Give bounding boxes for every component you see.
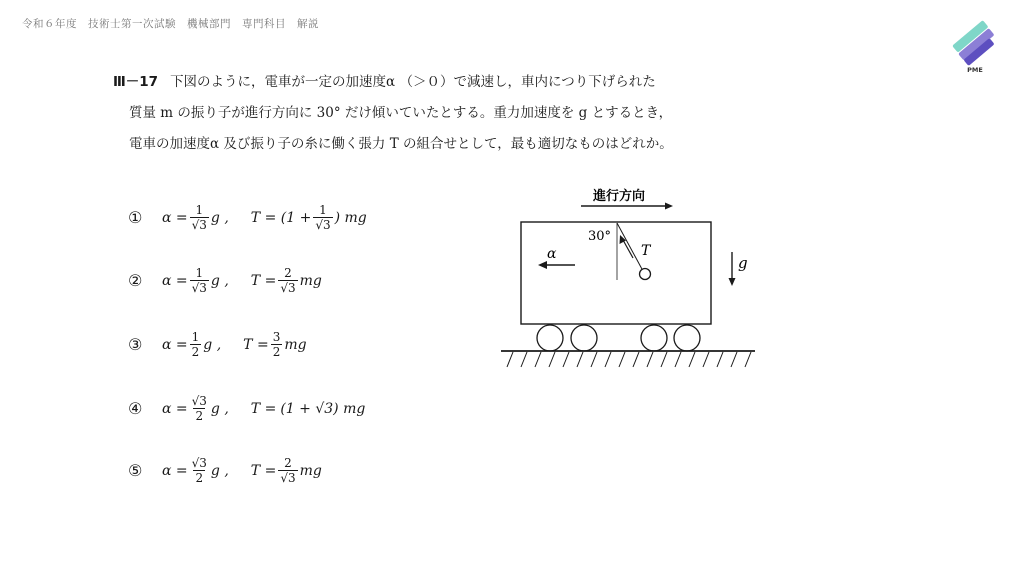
train-pendulum-diagram: [495, 180, 765, 380]
tension-prefix: T =: [250, 400, 277, 417]
g-symbol: g ,: [210, 400, 229, 417]
problem-text-1: 下図のように，電車が一定の加速度α （＞０）で減速し，車内につり下げられた: [170, 74, 656, 90]
logo-text: PME: [967, 66, 983, 74]
g-symbol: g ,: [203, 336, 222, 353]
tension-suffix: mg: [299, 272, 322, 289]
car-body: [521, 222, 711, 324]
tension-suffix: (1 + √3) mg: [280, 400, 366, 417]
alpha-arrowhead: [538, 261, 547, 269]
tension-label: T: [641, 243, 651, 259]
tension-suffix: mg: [284, 336, 307, 353]
option-number: ③: [128, 335, 143, 354]
alpha-label: α =: [162, 209, 188, 226]
direction-arrowhead: [665, 203, 673, 210]
option-number: ⑤: [128, 461, 143, 480]
tension-prefix: T =: [243, 336, 269, 353]
option-number: ④: [128, 399, 143, 418]
tension-prefix: T = (1 +: [250, 209, 312, 226]
pendulum-bob: [640, 269, 651, 280]
question-number: Ⅲ－17: [113, 74, 159, 90]
tension-suffix: ) mg: [334, 209, 367, 226]
alpha-fraction: $\frac{1}{√3}$: [191, 266, 207, 295]
pendulum-string: [617, 223, 643, 271]
problem-line-3: 電車の加速度α 及び振り子の糸に働く張力 T の組合せとして，最も適切なものはどれか。: [129, 136, 673, 152]
tension-fraction: $\frac{2}{√3}$: [280, 456, 296, 485]
alpha-label: α =: [162, 462, 188, 479]
wheel: [571, 325, 597, 351]
alpha-fraction: $\frac{1}{√3}$: [191, 203, 207, 232]
problem-line-2: 質量 m の振り子が進行方向に 30° だけ傾いていたとする。重力加速度を g とするとき，: [129, 105, 673, 121]
problem-statement: [113, 67, 773, 160]
direction-label: 進行方向: [593, 189, 646, 204]
problem-line-1: [113, 67, 773, 98]
tension-fraction: $\frac{1}{√3}$: [315, 203, 331, 232]
tension-suffix: mg: [299, 462, 322, 479]
tension-prefix: T =: [250, 272, 277, 289]
g-symbol: g ,: [210, 209, 229, 226]
gravity-label: g: [738, 254, 748, 272]
option-4[interactable]: [128, 394, 365, 423]
alpha-fraction: $\frac{1}{2}$: [191, 330, 200, 359]
angle-label: 30°: [588, 229, 612, 244]
alpha-fraction: $\frac{√3}{2}$: [191, 394, 207, 423]
alpha-label: α =: [162, 272, 188, 289]
gravity-arrowhead: [729, 278, 736, 286]
option-1[interactable]: [128, 203, 367, 232]
alpha-label: α =: [162, 336, 188, 353]
alpha-fraction: $\frac{√3}{2}$: [191, 456, 207, 485]
wheel: [641, 325, 667, 351]
option-3[interactable]: [128, 330, 307, 359]
option-5[interactable]: [128, 456, 322, 485]
g-symbol: g ,: [210, 272, 229, 289]
tension-fraction: $\frac{3}{2}$: [272, 330, 281, 359]
pme-logo: [948, 10, 1002, 80]
option-number: ①: [128, 208, 143, 227]
page-header: 令和６年度 技術士第一次試験 機械部門 専門科目 解説: [22, 18, 319, 30]
wheel: [537, 325, 563, 351]
g-symbol: g ,: [210, 462, 229, 479]
ground-hatching: [507, 352, 751, 367]
tension-fraction: $\frac{2}{√3}$: [280, 266, 296, 295]
option-number: ②: [128, 271, 143, 290]
logo-stripes-icon: [948, 10, 1002, 66]
tension-prefix: T =: [250, 462, 277, 479]
option-2[interactable]: [128, 266, 322, 295]
alpha-label: α =: [162, 400, 188, 417]
alpha-label: α: [547, 246, 557, 262]
wheel: [674, 325, 700, 351]
